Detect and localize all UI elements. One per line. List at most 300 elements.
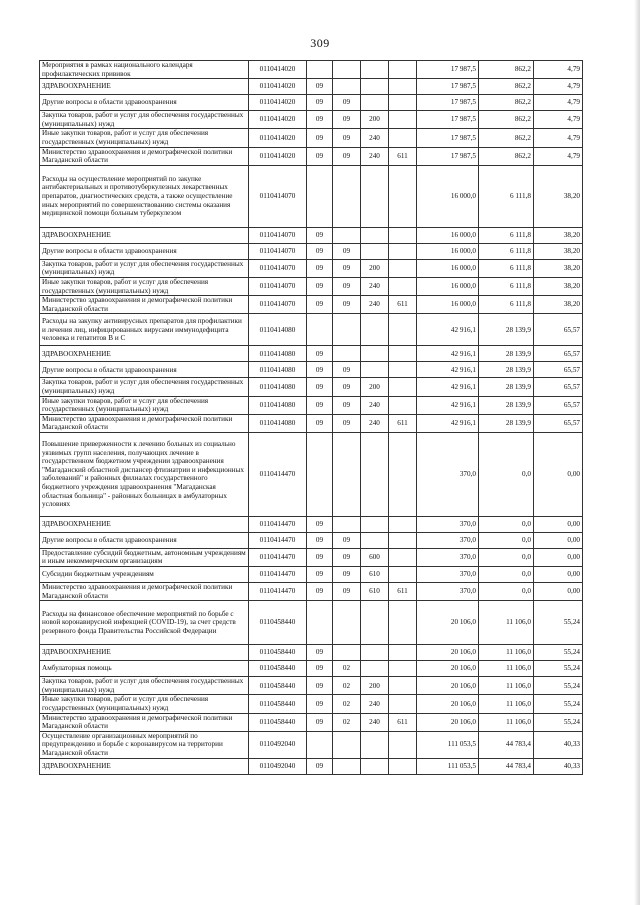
cell-pr: 09 bbox=[333, 296, 361, 314]
cell-vr: 200 bbox=[361, 111, 389, 129]
cell-exec: 6 111,8 bbox=[479, 259, 534, 277]
cell-vr: 240 bbox=[361, 695, 389, 713]
cell-name: Другие вопросы в области здравоохранения bbox=[40, 362, 249, 378]
cell-exec: 862,2 bbox=[479, 111, 534, 129]
cell-vr: 240 bbox=[361, 277, 389, 295]
cell-pr: 09 bbox=[333, 532, 361, 548]
cell-pr bbox=[333, 165, 361, 227]
table-row bbox=[40, 129, 583, 147]
cell-csr: 0110414020 bbox=[249, 147, 307, 165]
cell-name: Осуществление организационных мероприятий по предупреждению и борьбе с коронавирусом на территории Магаданской области bbox=[40, 731, 249, 758]
cell-pct: 55,24 bbox=[534, 677, 583, 695]
cell-name: Мероприятия в рамках национального календаря профилактических прививок bbox=[40, 61, 249, 79]
cell-csr: 0110458440 bbox=[249, 677, 307, 695]
cell-rz: 09 bbox=[307, 362, 333, 378]
cell-name: Повышение приверженности к лечению больных из социально уязвимых групп населения, получающих лечение в государственном бюджетном учреждении здравоохранения "Магаданский областной диспансер фтизиатрии и инфекционных заболеваний" и районных филиалах государственного бюджетного учреждения здравоохранения "Магаданская областная больница" - районных больницах в амбулаторных условиях bbox=[40, 432, 249, 516]
cell-ku bbox=[389, 277, 417, 295]
cell-ku bbox=[389, 645, 417, 661]
cell-csr: 0110492040 bbox=[249, 758, 307, 774]
table-row bbox=[40, 661, 583, 677]
cell-exec: 6 111,8 bbox=[479, 227, 534, 243]
cell-csr: 0110414080 bbox=[249, 362, 307, 378]
cell-vr: 240 bbox=[361, 129, 389, 147]
cell-name: ЗДРАВООХРАНЕНИЕ bbox=[40, 645, 249, 661]
cell-csr: 0110414020 bbox=[249, 61, 307, 79]
cell-pr: 09 bbox=[333, 129, 361, 147]
cell-pct: 4,79 bbox=[534, 95, 583, 111]
cell-csr: 0110414470 bbox=[249, 432, 307, 516]
cell-plan: 370,0 bbox=[417, 532, 479, 548]
cell-ku bbox=[389, 259, 417, 277]
cell-exec: 0,0 bbox=[479, 548, 534, 566]
cell-vr bbox=[361, 532, 389, 548]
table-row bbox=[40, 677, 583, 695]
cell-pct: 4,79 bbox=[534, 147, 583, 165]
cell-exec: 6 111,8 bbox=[479, 296, 534, 314]
cell-exec: 862,2 bbox=[479, 61, 534, 79]
cell-pct: 0,00 bbox=[534, 432, 583, 516]
cell-pct: 38,20 bbox=[534, 259, 583, 277]
cell-name: Закупка товаров, работ и услуг для обеспечения государственных (муниципальных) нужд bbox=[40, 677, 249, 695]
cell-plan: 16 000,0 bbox=[417, 227, 479, 243]
cell-exec: 44 783,4 bbox=[479, 731, 534, 758]
cell-pct: 38,20 bbox=[534, 165, 583, 227]
cell-csr: 0110414470 bbox=[249, 567, 307, 583]
cell-exec: 862,2 bbox=[479, 129, 534, 147]
table-row bbox=[40, 695, 583, 713]
table-row bbox=[40, 583, 583, 601]
cell-csr: 0110414070 bbox=[249, 259, 307, 277]
cell-csr: 0110414070 bbox=[249, 277, 307, 295]
cell-name: Другие вопросы в области здравоохранения bbox=[40, 532, 249, 548]
cell-pct: 65,57 bbox=[534, 314, 583, 346]
cell-rz: 09 bbox=[307, 111, 333, 129]
cell-csr: 0110414020 bbox=[249, 111, 307, 129]
cell-pct: 55,24 bbox=[534, 645, 583, 661]
cell-pr bbox=[333, 314, 361, 346]
cell-name: Закупка товаров, работ и услуг для обеспечения государственных (муниципальных) нужд bbox=[40, 111, 249, 129]
cell-rz bbox=[307, 314, 333, 346]
cell-rz: 09 bbox=[307, 378, 333, 396]
cell-exec: 0,0 bbox=[479, 583, 534, 601]
cell-rz bbox=[307, 731, 333, 758]
cell-ku: 611 bbox=[389, 147, 417, 165]
cell-pr: 02 bbox=[333, 695, 361, 713]
cell-exec: 11 106,0 bbox=[479, 713, 534, 731]
cell-plan: 42 916,1 bbox=[417, 396, 479, 414]
cell-ku bbox=[389, 95, 417, 111]
cell-plan: 370,0 bbox=[417, 548, 479, 566]
cell-exec: 862,2 bbox=[479, 79, 534, 95]
cell-rz: 09 bbox=[307, 583, 333, 601]
budget-table-body bbox=[40, 61, 583, 775]
cell-ku bbox=[389, 165, 417, 227]
cell-rz: 09 bbox=[307, 661, 333, 677]
cell-plan: 16 000,0 bbox=[417, 243, 479, 259]
table-row bbox=[40, 111, 583, 129]
cell-name: ЗДРАВООХРАНЕНИЕ bbox=[40, 346, 249, 362]
cell-ku bbox=[389, 432, 417, 516]
budget-table bbox=[39, 60, 583, 775]
cell-pr: 09 bbox=[333, 414, 361, 432]
cell-vr bbox=[361, 314, 389, 346]
cell-name: Министерство здравоохранения и демографической политики Магаданской области bbox=[40, 713, 249, 731]
cell-ku: 611 bbox=[389, 296, 417, 314]
cell-pr: 09 bbox=[333, 95, 361, 111]
cell-csr: 0110458440 bbox=[249, 645, 307, 661]
cell-vr: 610 bbox=[361, 583, 389, 601]
cell-pct: 38,20 bbox=[534, 277, 583, 295]
cell-exec: 44 783,4 bbox=[479, 758, 534, 774]
cell-exec: 11 106,0 bbox=[479, 677, 534, 695]
table-row bbox=[40, 147, 583, 165]
cell-ku bbox=[389, 61, 417, 79]
cell-ku bbox=[389, 378, 417, 396]
cell-pct: 65,57 bbox=[534, 378, 583, 396]
cell-exec: 11 106,0 bbox=[479, 661, 534, 677]
cell-pct: 4,79 bbox=[534, 111, 583, 129]
cell-name: ЗДРАВООХРАНЕНИЕ bbox=[40, 758, 249, 774]
cell-pr bbox=[333, 432, 361, 516]
cell-csr: 0110414470 bbox=[249, 532, 307, 548]
cell-name: Расходы на осуществление мероприятий по закупке антибактериальных и противотуберкулезных лекарственных препаратов, диагностических средств, а также осуществление иных мероприятий по совершенствованию системы оказания медицинской помощи больным туберкулезом bbox=[40, 165, 249, 227]
cell-pct: 65,57 bbox=[534, 346, 583, 362]
cell-exec: 0,0 bbox=[479, 516, 534, 532]
cell-csr: 0110492040 bbox=[249, 731, 307, 758]
cell-vr: 240 bbox=[361, 414, 389, 432]
cell-exec: 28 139,9 bbox=[479, 362, 534, 378]
cell-pr bbox=[333, 346, 361, 362]
cell-vr bbox=[361, 362, 389, 378]
cell-csr: 0110414080 bbox=[249, 346, 307, 362]
cell-vr bbox=[361, 645, 389, 661]
cell-name: Другие вопросы в области здравоохранения bbox=[40, 243, 249, 259]
cell-pr: 09 bbox=[333, 548, 361, 566]
cell-ku bbox=[389, 227, 417, 243]
cell-rz: 09 bbox=[307, 243, 333, 259]
cell-rz: 09 bbox=[307, 396, 333, 414]
cell-pct: 65,57 bbox=[534, 396, 583, 414]
cell-rz: 09 bbox=[307, 277, 333, 295]
cell-name: Субсидии бюджетным учреждениям bbox=[40, 567, 249, 583]
cell-ku bbox=[389, 677, 417, 695]
cell-name: Иные закупки товаров, работ и услуг для обеспечения государственных (муниципальных) нужд bbox=[40, 129, 249, 147]
table-row bbox=[40, 432, 583, 516]
cell-rz: 09 bbox=[307, 95, 333, 111]
cell-pct: 55,24 bbox=[534, 695, 583, 713]
cell-ku bbox=[389, 532, 417, 548]
cell-vr: 200 bbox=[361, 378, 389, 396]
cell-vr: 610 bbox=[361, 567, 389, 583]
cell-ku bbox=[389, 79, 417, 95]
cell-rz: 09 bbox=[307, 713, 333, 731]
cell-plan: 20 106,0 bbox=[417, 661, 479, 677]
cell-csr: 0110414020 bbox=[249, 95, 307, 111]
cell-name: Амбулаторная помощь bbox=[40, 661, 249, 677]
cell-name: Иные закупки товаров, работ и услуг для обеспечения государственных (муниципальных) нужд bbox=[40, 396, 249, 414]
cell-exec: 28 139,9 bbox=[479, 314, 534, 346]
cell-exec: 0,0 bbox=[479, 532, 534, 548]
cell-exec: 0,0 bbox=[479, 432, 534, 516]
table-row bbox=[40, 362, 583, 378]
cell-csr: 0110414080 bbox=[249, 378, 307, 396]
page-number: 309 bbox=[310, 36, 330, 50]
cell-pr bbox=[333, 516, 361, 532]
cell-exec: 6 111,8 bbox=[479, 277, 534, 295]
cell-vr: 240 bbox=[361, 296, 389, 314]
cell-csr: 0110414470 bbox=[249, 548, 307, 566]
cell-csr: 0110414080 bbox=[249, 414, 307, 432]
cell-name: ЗДРАВООХРАНЕНИЕ bbox=[40, 227, 249, 243]
cell-pct: 0,00 bbox=[534, 567, 583, 583]
cell-ku: 611 bbox=[389, 713, 417, 731]
cell-rz: 09 bbox=[307, 516, 333, 532]
cell-rz bbox=[307, 601, 333, 645]
cell-csr: 0110458440 bbox=[249, 601, 307, 645]
cell-ku bbox=[389, 111, 417, 129]
cell-vr: 200 bbox=[361, 259, 389, 277]
cell-pr bbox=[333, 227, 361, 243]
cell-pr: 09 bbox=[333, 378, 361, 396]
cell-pct: 55,24 bbox=[534, 713, 583, 731]
cell-vr bbox=[361, 346, 389, 362]
cell-name: Министерство здравоохранения и демографической политики Магаданской области bbox=[40, 414, 249, 432]
cell-rz bbox=[307, 165, 333, 227]
cell-csr: 0110414070 bbox=[249, 165, 307, 227]
cell-plan: 20 106,0 bbox=[417, 601, 479, 645]
cell-plan: 17 987,5 bbox=[417, 129, 479, 147]
cell-rz: 09 bbox=[307, 147, 333, 165]
cell-rz: 09 bbox=[307, 129, 333, 147]
table-row bbox=[40, 243, 583, 259]
cell-name: Расходы на финансовое обеспечение мероприятий по борьбе с новой коронавирусной инфекцией (COVID-19), за счет средств резервного фонда Правительства Российской Федерации bbox=[40, 601, 249, 645]
table-row bbox=[40, 79, 583, 95]
cell-name: Министерство здравоохранения и демографической политики Магаданской области bbox=[40, 147, 249, 165]
cell-csr: 0110414020 bbox=[249, 129, 307, 147]
table-row bbox=[40, 277, 583, 295]
cell-rz: 09 bbox=[307, 532, 333, 548]
cell-pr: 09 bbox=[333, 259, 361, 277]
cell-pct: 65,57 bbox=[534, 362, 583, 378]
cell-pct: 40,33 bbox=[534, 731, 583, 758]
cell-rz: 09 bbox=[307, 548, 333, 566]
cell-pr bbox=[333, 731, 361, 758]
cell-plan: 17 987,5 bbox=[417, 147, 479, 165]
cell-exec: 862,2 bbox=[479, 95, 534, 111]
cell-ku bbox=[389, 661, 417, 677]
cell-plan: 17 987,5 bbox=[417, 79, 479, 95]
cell-exec: 6 111,8 bbox=[479, 165, 534, 227]
cell-name: Расходы на закупку антивирусных препаратов для профилактики и лечения лиц, инфицированных вирусами иммунодефицита человека и гепатитов В и С bbox=[40, 314, 249, 346]
table-row bbox=[40, 532, 583, 548]
cell-vr bbox=[361, 61, 389, 79]
cell-exec: 28 139,9 bbox=[479, 414, 534, 432]
cell-rz: 09 bbox=[307, 414, 333, 432]
cell-rz bbox=[307, 61, 333, 79]
cell-vr: 240 bbox=[361, 713, 389, 731]
cell-vr bbox=[361, 601, 389, 645]
cell-pct: 38,20 bbox=[534, 227, 583, 243]
table-row bbox=[40, 346, 583, 362]
cell-csr: 0110414070 bbox=[249, 296, 307, 314]
cell-plan: 20 106,0 bbox=[417, 695, 479, 713]
cell-ku bbox=[389, 601, 417, 645]
table-row bbox=[40, 516, 583, 532]
table-row bbox=[40, 314, 583, 346]
cell-vr bbox=[361, 432, 389, 516]
cell-ku bbox=[389, 731, 417, 758]
table-row bbox=[40, 567, 583, 583]
cell-name: ЗДРАВООХРАНЕНИЕ bbox=[40, 516, 249, 532]
cell-exec: 11 106,0 bbox=[479, 645, 534, 661]
table-row bbox=[40, 227, 583, 243]
cell-ku: 611 bbox=[389, 583, 417, 601]
cell-vr: 200 bbox=[361, 677, 389, 695]
cell-name: Иные закупки товаров, работ и услуг для обеспечения государственных (муниципальных) нужд bbox=[40, 277, 249, 295]
table-row bbox=[40, 601, 583, 645]
table-row bbox=[40, 414, 583, 432]
table-row bbox=[40, 758, 583, 774]
table-row bbox=[40, 713, 583, 731]
cell-vr bbox=[361, 95, 389, 111]
cell-name: Другие вопросы в области здравоохранения bbox=[40, 95, 249, 111]
cell-pr: 09 bbox=[333, 243, 361, 259]
cell-plan: 17 987,5 bbox=[417, 95, 479, 111]
cell-plan: 111 053,5 bbox=[417, 731, 479, 758]
cell-csr: 0110458440 bbox=[249, 661, 307, 677]
cell-exec: 6 111,8 bbox=[479, 243, 534, 259]
cell-plan: 42 916,1 bbox=[417, 414, 479, 432]
cell-ku bbox=[389, 516, 417, 532]
cell-rz: 09 bbox=[307, 259, 333, 277]
cell-pr: 02 bbox=[333, 661, 361, 677]
cell-rz: 09 bbox=[307, 346, 333, 362]
cell-rz: 09 bbox=[307, 567, 333, 583]
cell-rz: 09 bbox=[307, 296, 333, 314]
cell-ku bbox=[389, 567, 417, 583]
cell-ku bbox=[389, 695, 417, 713]
cell-rz bbox=[307, 432, 333, 516]
cell-pct: 55,24 bbox=[534, 601, 583, 645]
cell-pct: 0,00 bbox=[534, 532, 583, 548]
cell-ku bbox=[389, 758, 417, 774]
cell-pr bbox=[333, 645, 361, 661]
cell-rz: 09 bbox=[307, 227, 333, 243]
table-row bbox=[40, 259, 583, 277]
cell-ku bbox=[389, 346, 417, 362]
table-row bbox=[40, 645, 583, 661]
cell-vr bbox=[361, 661, 389, 677]
cell-plan: 16 000,0 bbox=[417, 165, 479, 227]
cell-csr: 0110414470 bbox=[249, 583, 307, 601]
cell-name: Иные закупки товаров, работ и услуг для обеспечения государственных (муниципальных) нужд bbox=[40, 695, 249, 713]
cell-pct: 55,24 bbox=[534, 661, 583, 677]
cell-exec: 11 106,0 bbox=[479, 601, 534, 645]
cell-pct: 4,79 bbox=[534, 129, 583, 147]
cell-vr bbox=[361, 227, 389, 243]
cell-pct: 40,33 bbox=[534, 758, 583, 774]
cell-pr bbox=[333, 758, 361, 774]
cell-ku bbox=[389, 548, 417, 566]
cell-vr bbox=[361, 731, 389, 758]
cell-rz: 09 bbox=[307, 645, 333, 661]
cell-pct: 38,20 bbox=[534, 243, 583, 259]
cell-csr: 0110458440 bbox=[249, 695, 307, 713]
cell-rz: 09 bbox=[307, 79, 333, 95]
table-row bbox=[40, 61, 583, 79]
cell-plan: 111 053,5 bbox=[417, 758, 479, 774]
cell-plan: 20 106,0 bbox=[417, 645, 479, 661]
cell-ku bbox=[389, 396, 417, 414]
cell-plan: 16 000,0 bbox=[417, 259, 479, 277]
cell-csr: 0110414070 bbox=[249, 243, 307, 259]
cell-csr: 0110414470 bbox=[249, 516, 307, 532]
table-row bbox=[40, 95, 583, 111]
cell-plan: 20 106,0 bbox=[417, 713, 479, 731]
cell-pr: 09 bbox=[333, 362, 361, 378]
cell-plan: 17 987,5 bbox=[417, 61, 479, 79]
cell-plan: 16 000,0 bbox=[417, 277, 479, 295]
cell-exec: 11 106,0 bbox=[479, 695, 534, 713]
cell-name: Министерство здравоохранения и демографической политики Магаданской области bbox=[40, 583, 249, 601]
cell-pr: 09 bbox=[333, 111, 361, 129]
scan-page-edge bbox=[634, 0, 640, 905]
cell-exec: 0,0 bbox=[479, 567, 534, 583]
cell-pr bbox=[333, 61, 361, 79]
cell-name: Закупка товаров, работ и услуг для обеспечения государственных (муниципальных) нужд bbox=[40, 259, 249, 277]
cell-name: Министерство здравоохранения и демографической политики Магаданской области bbox=[40, 296, 249, 314]
cell-ku bbox=[389, 362, 417, 378]
cell-pr: 09 bbox=[333, 567, 361, 583]
cell-rz: 09 bbox=[307, 758, 333, 774]
cell-pct: 4,79 bbox=[534, 79, 583, 95]
cell-plan: 17 987,5 bbox=[417, 111, 479, 129]
cell-vr bbox=[361, 516, 389, 532]
cell-ku bbox=[389, 129, 417, 147]
cell-pr: 09 bbox=[333, 583, 361, 601]
cell-pr: 02 bbox=[333, 713, 361, 731]
table-row bbox=[40, 396, 583, 414]
cell-plan: 370,0 bbox=[417, 567, 479, 583]
cell-name: Закупка товаров, работ и услуг для обеспечения государственных (муниципальных) нужд bbox=[40, 378, 249, 396]
cell-pct: 38,20 bbox=[534, 296, 583, 314]
cell-pr: 09 bbox=[333, 277, 361, 295]
cell-name: ЗДРАВООХРАНЕНИЕ bbox=[40, 79, 249, 95]
cell-pct: 4,79 bbox=[534, 61, 583, 79]
cell-plan: 42 916,1 bbox=[417, 314, 479, 346]
cell-vr: 600 bbox=[361, 548, 389, 566]
cell-plan: 370,0 bbox=[417, 516, 479, 532]
cell-plan: 42 916,1 bbox=[417, 378, 479, 396]
cell-plan: 42 916,1 bbox=[417, 346, 479, 362]
cell-csr: 0110414080 bbox=[249, 396, 307, 414]
cell-plan: 16 000,0 bbox=[417, 296, 479, 314]
cell-pr: 02 bbox=[333, 677, 361, 695]
cell-name: Предоставление субсидий бюджетным, автономным учреждениям и иным некоммерческим организациям bbox=[40, 548, 249, 566]
cell-vr: 240 bbox=[361, 147, 389, 165]
cell-csr: 0110414070 bbox=[249, 227, 307, 243]
cell-pct: 0,00 bbox=[534, 516, 583, 532]
cell-rz: 09 bbox=[307, 677, 333, 695]
table-row bbox=[40, 296, 583, 314]
cell-vr bbox=[361, 79, 389, 95]
cell-csr: 0110414020 bbox=[249, 79, 307, 95]
cell-plan: 42 916,1 bbox=[417, 362, 479, 378]
cell-csr: 0110414080 bbox=[249, 314, 307, 346]
cell-plan: 370,0 bbox=[417, 583, 479, 601]
cell-ku: 611 bbox=[389, 414, 417, 432]
cell-plan: 370,0 bbox=[417, 432, 479, 516]
